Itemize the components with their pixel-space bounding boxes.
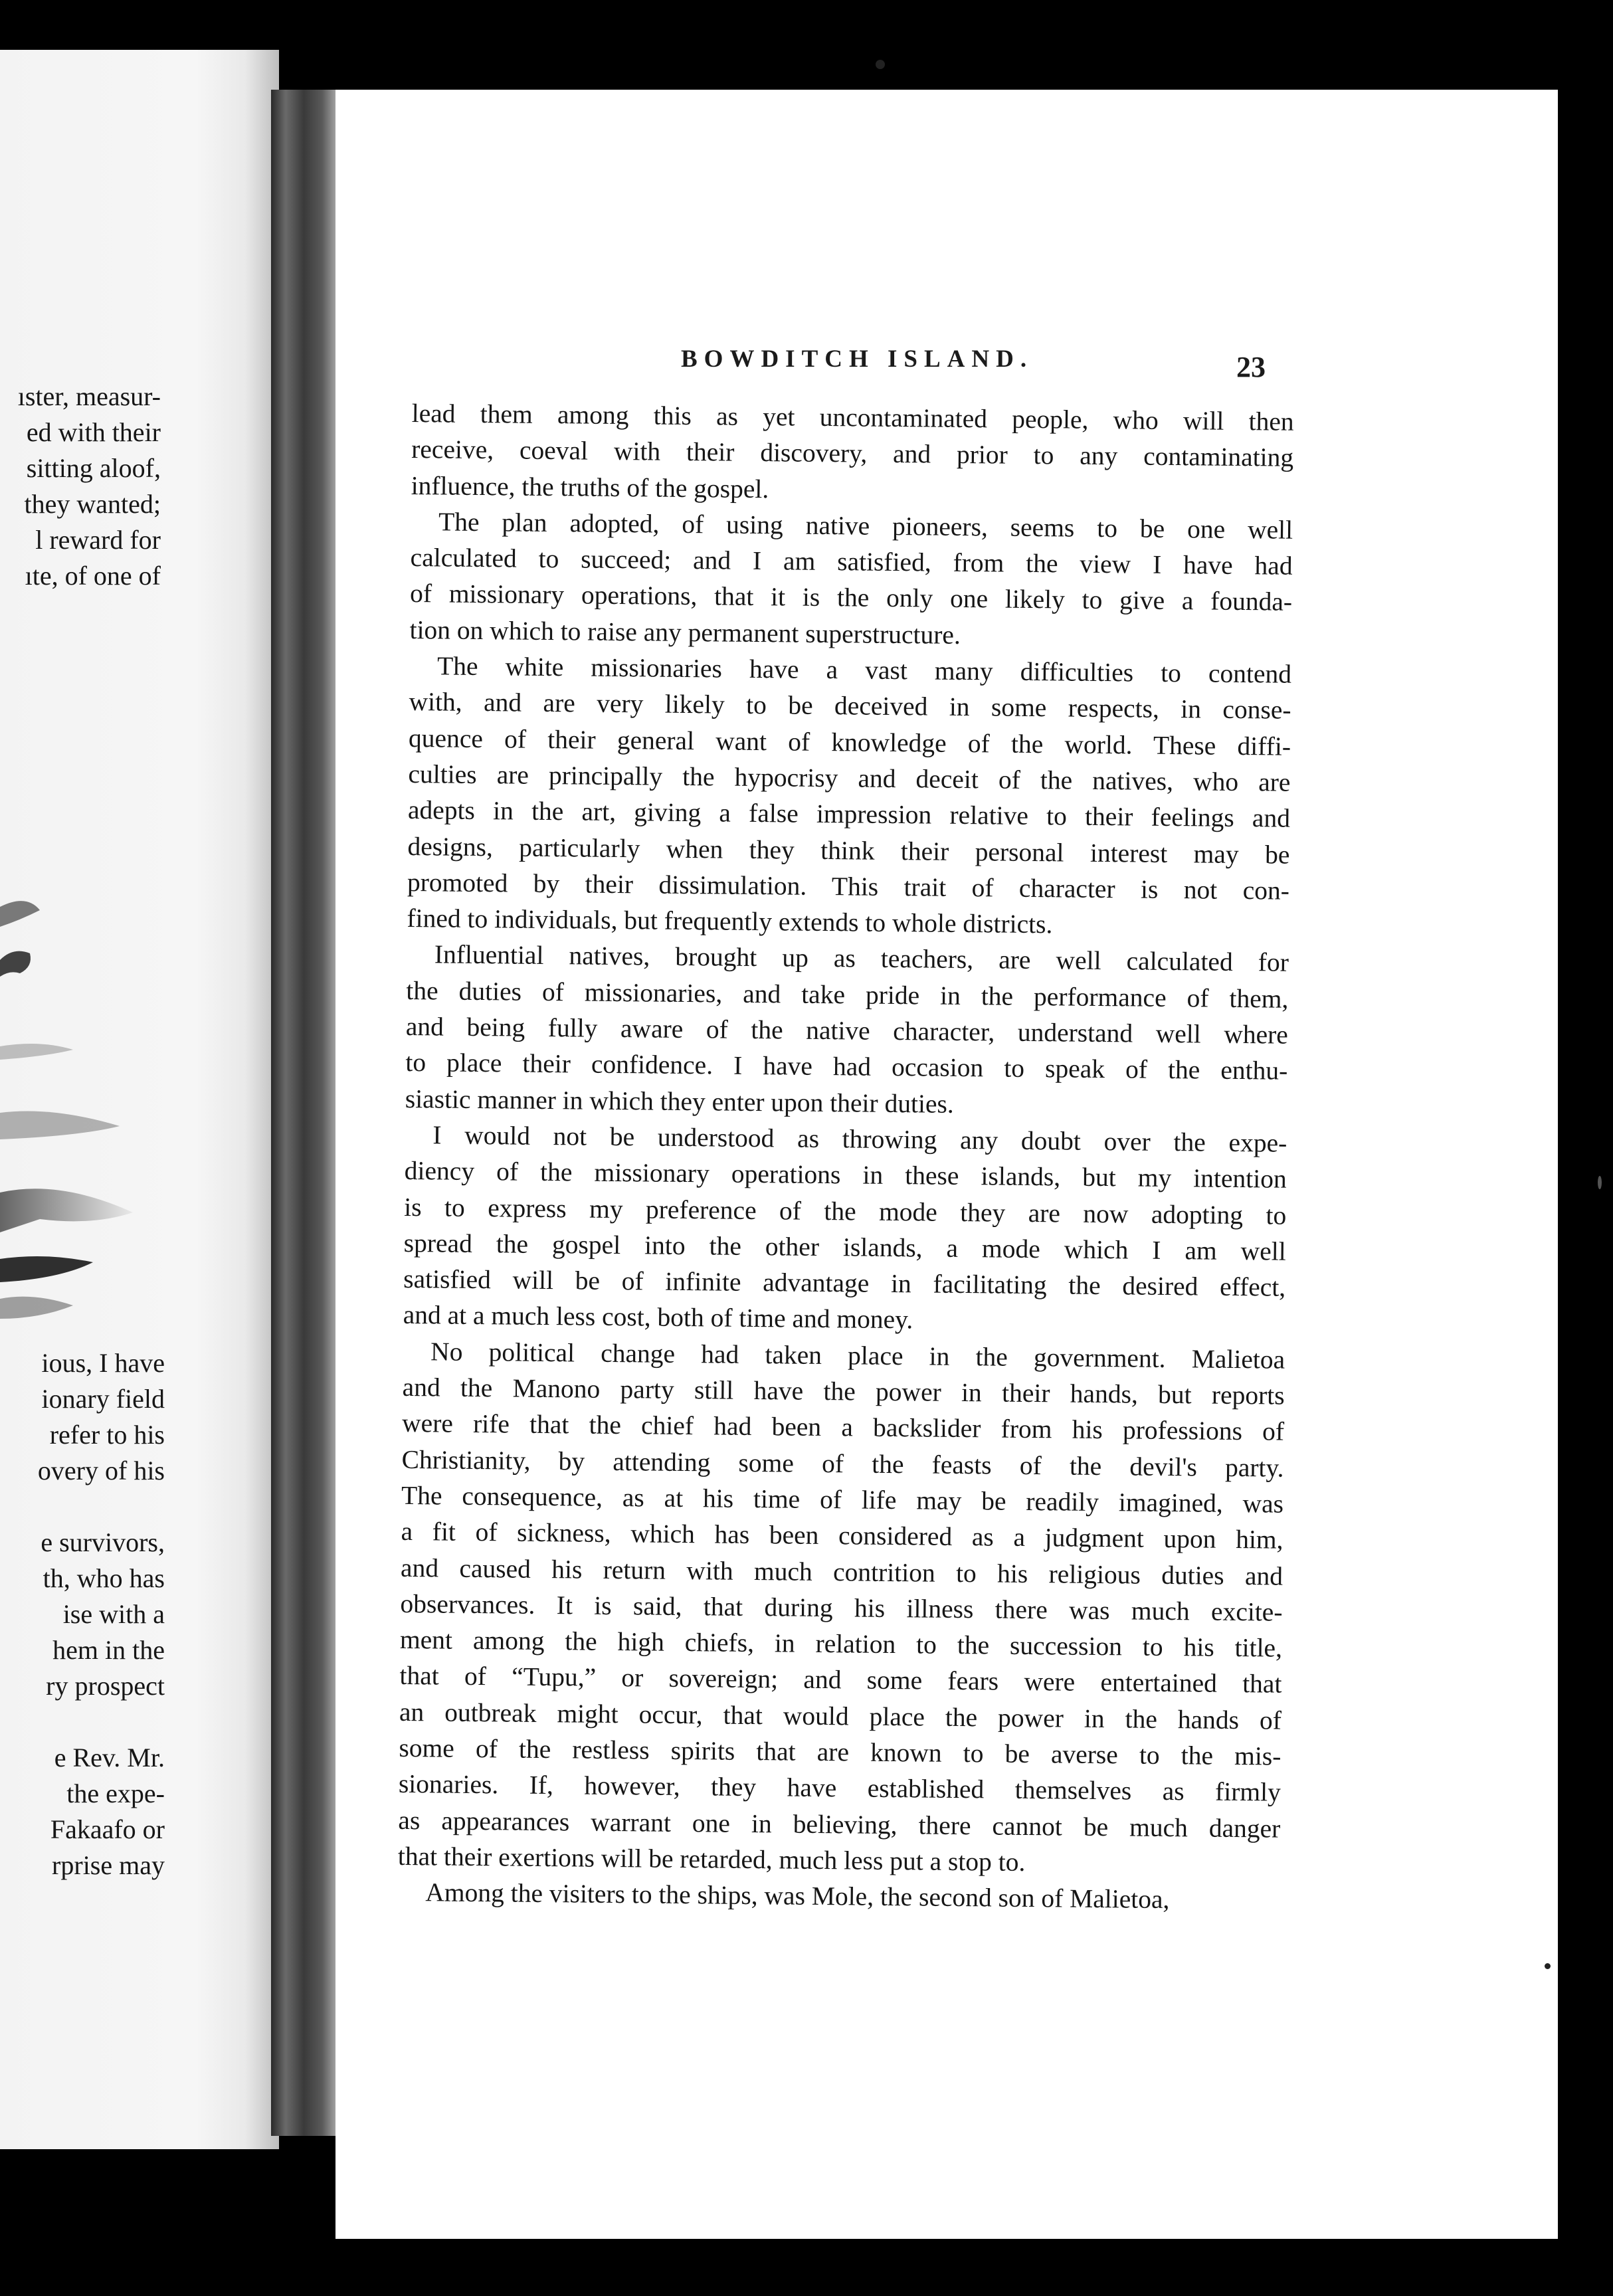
text-line: is to express my preference of the mode they are now adopting to (404, 1192, 1287, 1230)
previous-page (0, 50, 279, 2149)
previous-page-fragment: the expe- (66, 1778, 165, 1808)
text-line: adepts in the art, giving a false impression relative to their feelings and (407, 795, 1291, 833)
text-line: the duties of missionaries, and take pride in the performance of them, (406, 975, 1289, 1014)
text-line: calculated to succeed; and I am satisfied, from the view I have had (410, 543, 1293, 581)
previous-page-fragment: ıster, measur- (17, 381, 161, 411)
previous-page-fragment: refer to his (49, 1420, 165, 1450)
text-line: a fit of sickness, which has been considered as a judgment upon him, (401, 1517, 1283, 1555)
text-line: and caused his return with much contrition to his religious duties and (400, 1553, 1283, 1591)
text-line: influence, the truths of the gospel. (411, 470, 769, 504)
dust-speck (1545, 1963, 1551, 1969)
text-line: No political change had taken place in the government. Malietoa (430, 1337, 1285, 1375)
text-line: The plan adopted, of using native pioneers, seems to be one well (438, 507, 1293, 545)
text-line: Influential natives, brought up as teachers, are well calculated for (434, 939, 1289, 978)
text-line: to place their confidence. I have had occasion to speak of the enthu- (405, 1048, 1288, 1086)
dust-speck (876, 60, 885, 69)
text-line: The consequence, as at his time of life may be readily imagined, was (401, 1480, 1284, 1519)
text-line: as appearances warrant one in believing, there cannot be much danger (398, 1805, 1281, 1844)
text-line: were rife that the chief had been a backslider from his professions of (401, 1408, 1285, 1446)
text-line: that their exertions will be retarded, much less put a stop to. (397, 1841, 1026, 1877)
previous-page-fragment: hem in the (52, 1635, 165, 1665)
text-line: The white missionaries have a vast many difficulties to contend (436, 651, 1292, 689)
previous-page-fragment: ise with a (62, 1599, 165, 1629)
text-line: with, and are very likely to be deceived in some respects, in conse- (409, 687, 1291, 725)
text-line: siastic manner in which they enter upon their duties. (405, 1084, 955, 1119)
text-line: observances. It is said, that during his illness there was much excite- (400, 1588, 1283, 1627)
text-line: sionaries. If, however, they have established themselves as firmly (398, 1769, 1281, 1807)
text-line: Among the visiters to the ships, was Mole, the second son of Malietoa, (425, 1877, 1170, 1915)
text-line: designs, particularly when they think their personal interest may be (407, 831, 1290, 870)
previous-page-fragment: th, who has (43, 1563, 165, 1593)
text-line: Christianity, by attending some of the feasts of the devil's party. (401, 1444, 1284, 1483)
text-line: of missionary operations, that it is the only one likely to give a founda- (409, 579, 1293, 617)
previous-page-fragment: ionary field (41, 1384, 165, 1414)
previous-page-fragment: overy of his (37, 1456, 165, 1485)
previous-page-fragment: ıte, of one of (25, 561, 161, 591)
previous-page-fragment: Fakaafo or (50, 1814, 165, 1844)
text-line: lead them among this as yet uncontaminated people, who will then (411, 398, 1294, 436)
text-line: and the Manono party still have the power in their hands, but reports (402, 1372, 1285, 1410)
previous-page-fragment: l reward for (35, 525, 161, 555)
text-line: diency of the missionary operations in these islands, but my intention (404, 1156, 1287, 1194)
dust-speck (1598, 1176, 1602, 1189)
previous-page-fragment: rprise may (52, 1850, 165, 1880)
text-line: ment among the high chiefs, in relation to the succession to his title, (399, 1625, 1283, 1663)
text-line: promoted by their dissimulation. This trait of character is not con- (407, 867, 1290, 906)
previous-page-fragment: sitting aloof, (26, 453, 161, 483)
text-line: culties are principally the hypocrisy and deceit of the natives, who are (408, 759, 1291, 797)
previous-page-fragment: ed with their (26, 417, 161, 447)
page-number: 23 (1236, 351, 1266, 383)
previous-page-fragment: they wanted; (24, 489, 161, 519)
text-line: I would not be understood as throwing any doubt over the expe- (432, 1120, 1287, 1158)
text-line: spread the gospel into the other islands, a mode which I am well (403, 1228, 1286, 1266)
engraving-illustration (0, 794, 173, 1365)
text-line: and at a much less cost, both of time and money. (403, 1300, 913, 1335)
current-page (335, 90, 1558, 2239)
text-line: and being fully aware of the native character, understand well where (405, 1012, 1289, 1050)
text-line: fined to individuals, but frequently extends to whole districts. (407, 904, 1053, 939)
running-head: BOWDITCH ISLAND. (681, 345, 1034, 373)
text-line: receive, coeval with their discovery, and prior to any contaminating (411, 434, 1294, 473)
text-line: quence of their general want of knowledge of the world. These diffi- (408, 723, 1291, 761)
book-gutter (271, 90, 344, 2136)
text-line: tion on which to raise any permanent superstructure. (409, 615, 961, 650)
previous-page-fragment: e survivors, (41, 1527, 165, 1557)
body-text (397, 395, 1294, 1919)
text-line: some of the restless spirits that are known to be averse to the mis- (399, 1733, 1281, 1771)
previous-page-fragment: ry prospect (46, 1671, 165, 1701)
text-line: an outbreak might occur, that would place the power in the hands of (399, 1697, 1282, 1735)
previous-page-fragment: ious, I have (41, 1348, 165, 1378)
previous-page-fragment: e Rev. Mr. (54, 1743, 165, 1772)
text-line: that of “Tupu,” or sovereign; and some fears were entertained that (399, 1661, 1282, 1699)
text-line: satisfied will be of infinite advantage in facilitating the desired effect, (403, 1264, 1286, 1302)
